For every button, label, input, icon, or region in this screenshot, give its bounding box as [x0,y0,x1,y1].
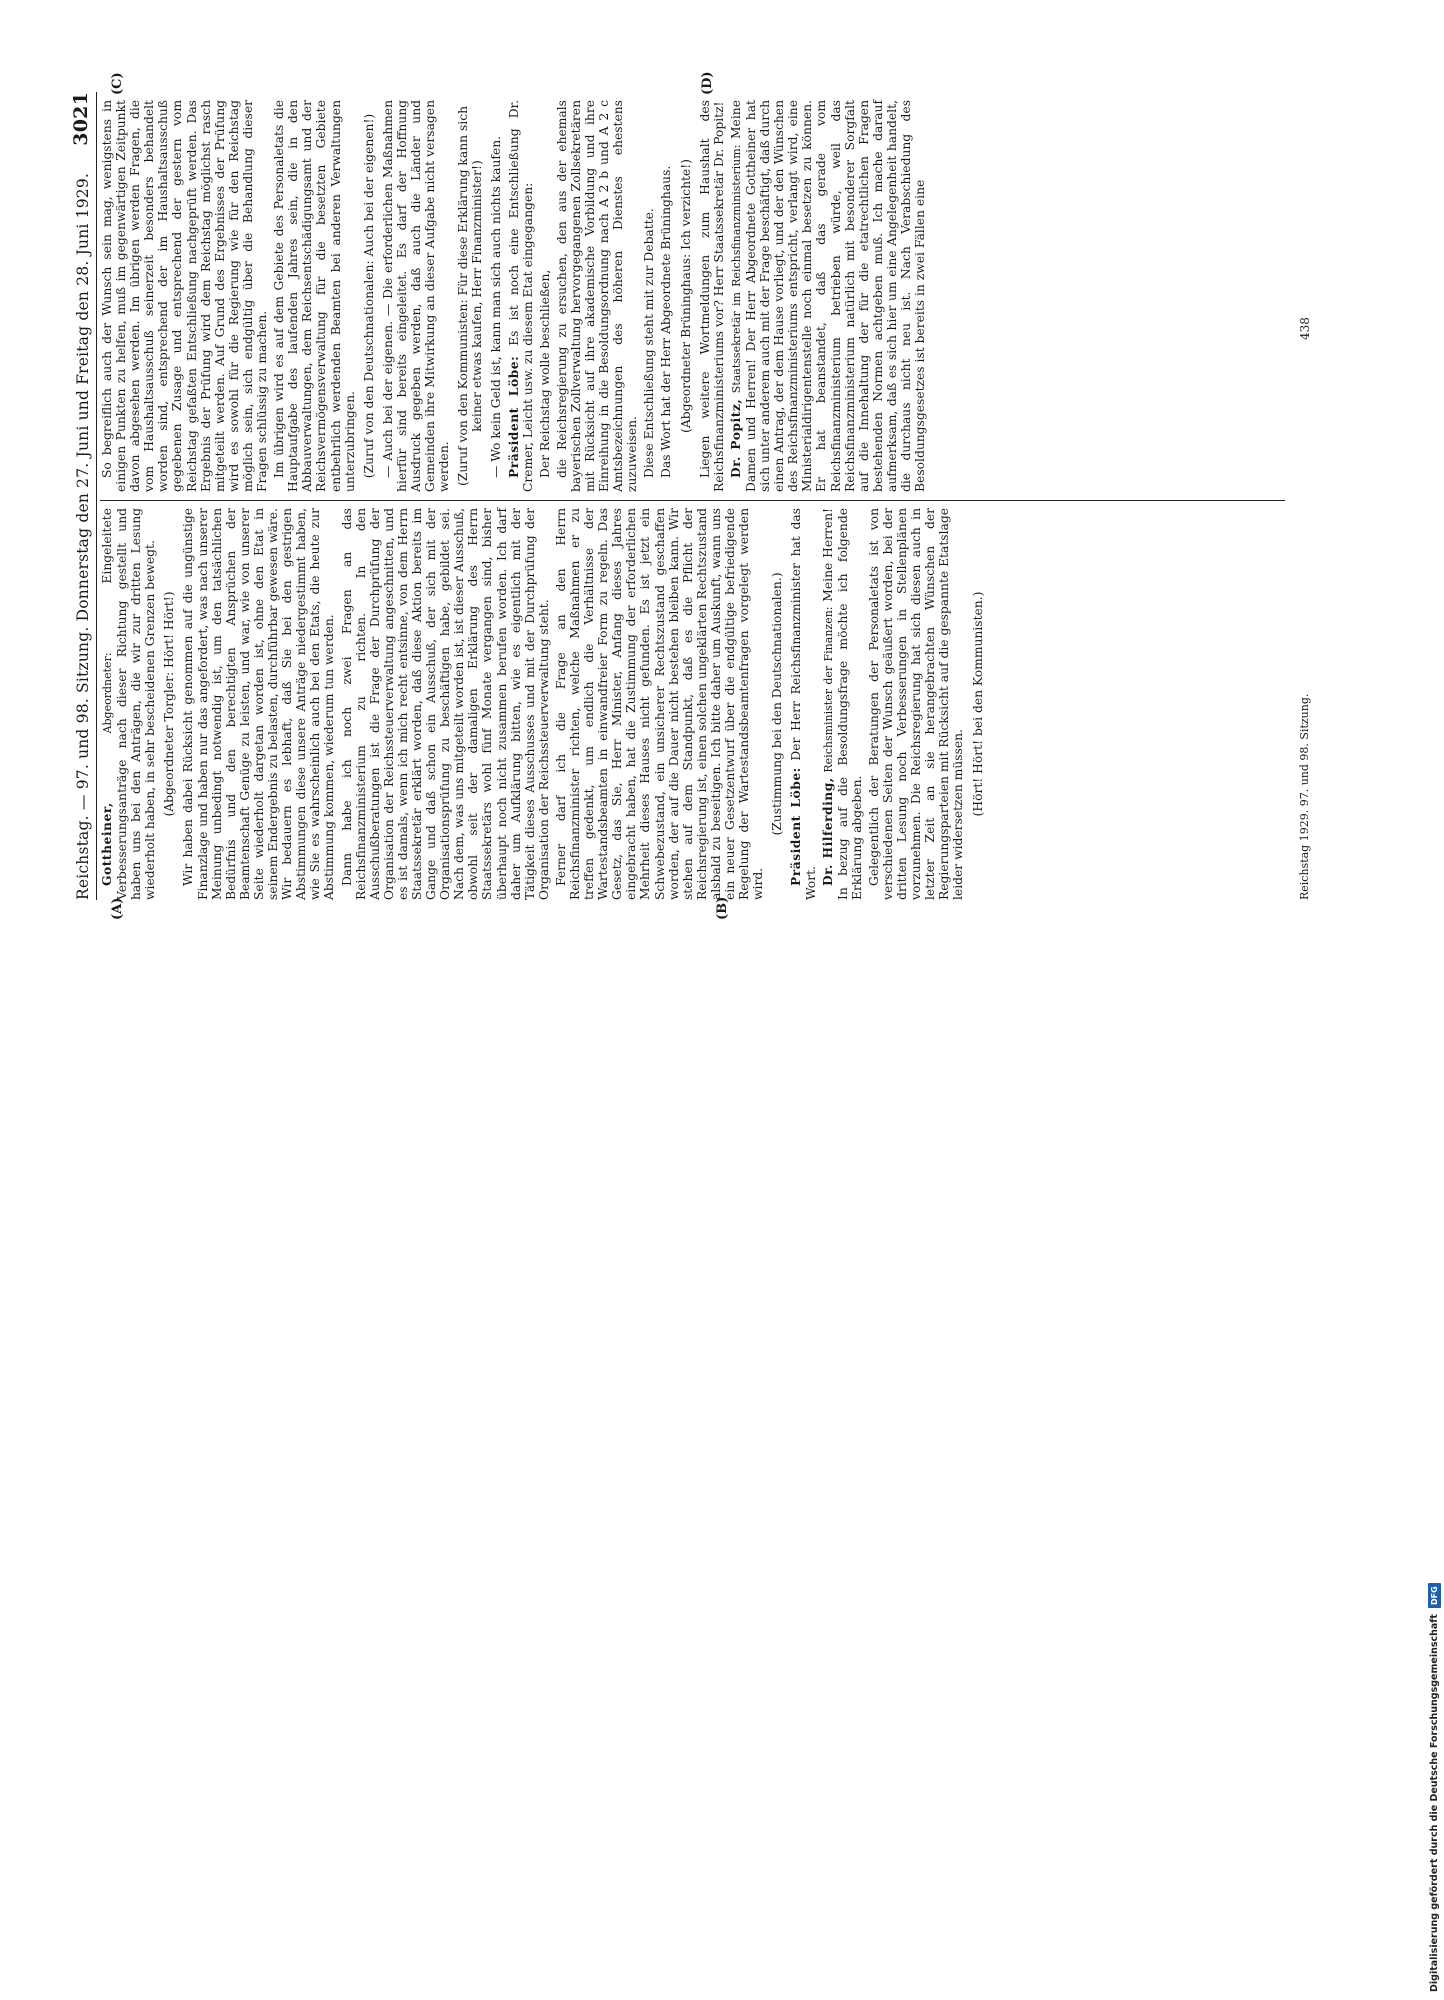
interjection: (Hört! Hört! bei den Kommunisten.) [970,591,985,817]
interjection: (Zustimmung bei den Deutschnationalen.) [770,572,785,836]
text-paragraph: Diese Entschließung steht mit zur Debatte. [642,208,657,478]
text-paragraph: Liegen weitere Wortmeldungen zum Haushalt des Reichsfinanzministeriums vor? Herr Staatssekretär Dr. Popitz! [697,100,726,492]
text-paragraph: Ferner darf ich die Frage an den Herrn Reichsfinanzminister richten, welche Maßnahmen er zu treffen gedenkt, um endlich die Verhältnisse der Wartestandsbeamten in einwandfreier Form zu regeln. Das Gesetz, das Sie, Herr Minister, Anfang dieses Jahres eingebracht haben, hat die Zustimmung der erforderlichen Mehrheit dieses Hauses nicht gefunden. Es ist jetzt ein Schwebezustand, ein unsicherer Rechtszustand geschaffen worden, der auf die Dauer nicht bestehen bleiben kann. Wir stehen auf dem Standpunkt, daß es die Pflicht der Reichsregierung ist, einen solchen ungeklärten Rechtszustand alsbald zu beseitigen. Ich bitte daher um Auskunft, wann uns ein neuer Gesetzentwurf über die endgültige befriedigende Regelung der Wartestandsbeamtenfragen vorgelegt werden wird. [553,508,766,900]
digitization-credit [1410,1000,1440,2000]
sheet-signature: 438 [1298,317,1312,340]
page-footer: Reichstag 1929. 97. und 98. Sitzung. [1298,693,1311,900]
left-column [100,508,1285,900]
speaker-role: Reichsminister der Finanzen: [821,606,835,773]
column-rule [100,500,1285,501]
speaker-role: Staatssekretär im Reichsfinanzministerium: [729,144,743,394]
speech-paragraph [100,508,157,900]
speech-paragraph [789,508,817,900]
speaker-name: Dr. Popitz, [727,398,743,478]
speaker-role: Abgeordneter: [101,652,114,734]
speaker-name: Dr. Hilferding, [819,777,835,886]
speech-paragraph [729,100,927,492]
resolution-text: die Reichsregierung zu ersuchen, den aus der ehemals bayerischen Zollverwaltung hervorgegangenen Zollsekretären mit Rücksicht auf ihre akademische Vorbildung und ihre Einreihung in die Besoldungsordnung nach A 2 b und A 2 c Amtsbezeichnungen des höheren Dienstes ehestens zuzuweisen. [554,100,640,492]
interjection: (Abgeordneter Torgler: Hört! Hört!) [162,591,177,817]
margin-marker-b: (B) [715,896,730,920]
speech-text: Meine Damen und Herren! Der Herr Abgeordnete Gottheiner hat sich unter anderem auch mit der Frage beschäftigt, daß durch einen Antrag, der dem Hause vorliegt, und der den Wünschen des Reichsfinanzministeriums entspricht, verlangt wird, eine Ministerialdirigentenstelle noch einmal besetzen zu können. Er hat beanstandet, daß das gerade vom Reichsfinanzministerium betrieben würde, weil das Reichsfinanzministerium natürlich mit besonderer Sorgfalt auf die Innehaltung der für die etatrechtlichen Fragen bestehenden Normen achtgeben muß. Ich mache darauf aufmerksam, daß es sich hier um eine Angelegenheit handelt, die durchaus nicht neu ist. Nach Verabschiedung des Besoldungsgesetzes ist bereits in zwei Fällen eine [728,100,928,492]
speech-paragraph [507,100,535,492]
speaker-name: Gottheiner, [99,802,114,886]
resolution-text: Der Reichstag wolle beschließen, [537,269,552,478]
speech-text: Es ist noch eine Entschließung Dr. Cremer, Leicht usw. zu diesem Etat eingegangen: [506,100,535,492]
margin-marker-d: (D) [700,71,715,95]
text-paragraph: So begreiflich auch der Wunsch sein mag, wenigstens in einigen Punkten zu helfen, muß im gegenwärtigen Zeitpunkt davon abgesehen werden. Im übrigen werden Fragen, die vom Haushaltsausschuß seinerzeit besonders behandelt worden sind, entsprechend der im Haushaltsausschuß gegebenen Zusage und entsprechend der gestern vom Reichstag gefaßten Entschließung nachgeprüft werden. Das Ergebnis der Prüfung wird dem Reichstag möglichst rasch mitgeteilt werden. Auf Grund des Ergebnisses der Prüfung wird es sowohl für die Regierung wie für den Reichstag möglich sein, sich endgültig über die Behandlung dieser Fragen schlüssig zu machen. [100,100,270,492]
speech-paragraph [821,508,864,900]
speech-text: Meine Herren! In bezug auf die Besoldungsfrage möchte ich folgende Erklärung abgeben. [820,508,864,900]
dfg-logo: DFG [1428,1583,1441,1608]
header-page-number-wrap [70,92,92,172]
interjection: (Zuruf von den Deutschnationalen: Auch bei der eigenen!) [361,113,376,479]
right-column [100,100,1285,492]
speaker-name: Präsident Löbe: [788,767,804,886]
page-number: 3021 [70,92,92,146]
speaker-name: Präsident Löbe: [505,355,521,478]
text-paragraph: — Auch bei der eigenen. — Die erforderlichen Maßnahmen hierfür sind bereits eingeleitet. Es darf der Hoffnung Ausdruck gegeben werden, daß auch die Länder und Gemeinden ihre Mitwirkung an dieser Aufgabe nicht versagen werden. [380,100,452,492]
speech-text: Der Herr Reichsfinanzminister hat das Wort. [789,508,818,900]
page-header [56,92,97,900]
credit-text: Digitalisierung gefördert durch die Deutsche Forschungsgemeinschaft [1428,1614,1440,1992]
text-paragraph: Das Wort hat der Herr Abgeordnete Brüninghaus. [659,165,674,478]
text-paragraph: Gelegentlich der Beratungen der Personaletats ist von verschiedenen Seiten der Wunsch geäußert worden, bei der dritten Lesung noch Verbesserungen in Stellenplänen vorzunehmen. Die Reichsregierung hat sich diesen auch in letzter Zeit an sie herangebrachten Wünschen der Regierungsparteien mit Rücksicht auf die gespannte Etatslage leider widersetzen müssen. [866,508,966,900]
interjection: (Abgeordneter Brüninghaus: Ich verzichte!) [678,159,693,433]
margin-marker-a: (A) [110,897,125,920]
text-paragraph: Im übrigen wird es auf dem Gebiete des Personaletats die Hauptaufgabe des laufenden Jahres sein, die in den Abbauverwaltungen, dem Reichsentschädigungsamt und der Reichsvermögensverwaltung für die besetzten Gebiete entbehrlich werdenden Beamten bei anderen Verwaltungen unterzubringen. [272,100,357,492]
speech-text: Eingeleitete Verbesserungsanträge nach dieser Richtung gestellt und haben uns bei den Anträgen, die wir zur dritten Lesung wiederholt haben, in sehr bescheidenen Grenzen bewegt. [100,508,158,900]
text-paragraph: Dann habe ich noch zwei Fragen an das Reichsfinanzministerium zu richten. In den Ausschußberatungen ist die Frage der Durchprüfung der Organisation der Reichssteuerverwaltung angeschnitten, und es ist damals, wenn ich mich recht entsinne, von dem Herrn Staatssekretär erklärt worden, daß diese Aktion bereits im Gange und daß schon ein Ausschuß, der sich mit der Organisationsprüfung zu beschäftigen habe, gebildet sei. Nach dem, was uns mitgeteilt worden ist, ist dieser Ausschuß, obwohl seit der damaligen Erklärung des Herrn Staatssekretärs wohl fünf Monate vergangen sind, bisher überhaupt noch nicht zusammen berufen worden. Ich darf daher um Aufklärung bitten, wie es eigentlich mit der Tätigkeit dieses Ausschusses und mit der Durchprüfung der Organisation der Reichssteuerverwaltung steht. [339,508,551,900]
text-paragraph: Wir haben dabei Rücksicht genommen auf die ungünstige Finanzlage und haben nur das angefordert, was nach unserer Meinung unbedingt notwendig ist, um den tatsächlichen Bedürfnis und den berechtigten Ansprüchen der Beamtenschaft Genüge zu leisten, und war, wie von unserer Seite wiederholt dargetan worden ist, ohne den Etat in seinem Endergebnis zu belasten, durchführbar gewesen wäre. Wir bedauern es lebhaft, daß Sie bei den gestrigen Abstimmungen diese unsere Anträge niedergestimmt haben, wie Sie es wahrscheinlich auch bei den Etats, die heute zur Abstimmung kommen, wiederum tun werden. [181,508,337,900]
header-title: Reichstag. — 97. und 98. Sitzung. Donnerstag den 27. Juni und Freitag den 28. Juni 1929. [74,172,92,900]
document-page [0,0,1434,1000]
margin-marker-c: (C) [110,72,125,95]
text-paragraph: — Wo kein Geld ist, kann man sich auch nichts kaufen. [489,135,504,478]
interjection: (Zuruf von den Kommunisten: Für diese Erklärung kann sich keiner etwas kaufen, Herr Finanzminister!) [456,106,485,486]
